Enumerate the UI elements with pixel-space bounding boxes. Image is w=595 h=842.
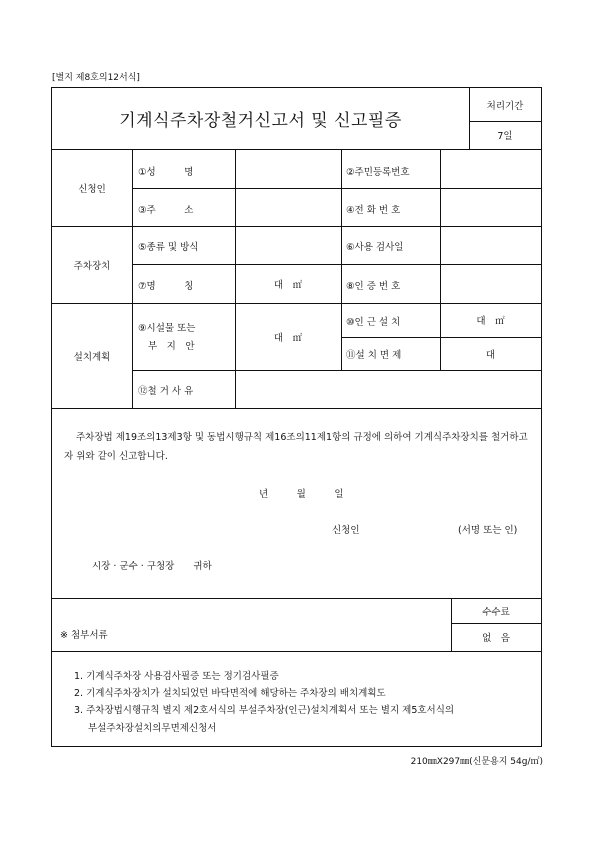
form-reference: [별지 제8호의12서식]: [52, 73, 140, 83]
phone-label: ④전 화 번 호: [346, 205, 401, 216]
name-label: ①성 명: [138, 167, 194, 178]
paper-spec-footnote: 210㎜X297㎜(신문용지 54g/㎡): [410, 757, 543, 767]
removal-reason-label: ⑫철 거 사 유: [138, 386, 194, 397]
attachment-item-1: 1. 기계식주차장 사용검사필증 또는 정기검사필증: [74, 671, 279, 682]
inspection-date-label: ⑥사용 검사일: [346, 242, 404, 253]
form-title: 기계식주차장철거신고서 및 신고필증: [119, 111, 402, 131]
plan-section-label: 설치계획: [73, 351, 111, 363]
attachment-item-3: 3. 주차장법시행규칙 별지 제2호서식의 부설주차장(인근)설치계획서 또는 별지 제5호서식의: [74, 705, 455, 716]
nearby-install-label: ⑩인 근 설 치: [346, 317, 401, 328]
addressee: 시장 · 군수 · 구청장 귀하: [92, 561, 212, 572]
nearby-install-unit: 대 ㎡: [476, 316, 505, 327]
attachments-label: ※ 첨부서류: [60, 630, 108, 641]
fee-label: 수수료: [482, 606, 510, 618]
declaration-body: 주차장법 제19조의13제3항 및 동법시행규칙 제16조의11제1항의 규정에 의하여 기계식주차장치를 철거하고자 위와 같이 신고합니다.: [64, 432, 528, 462]
site-unit: 대 ㎡: [273, 332, 303, 344]
type-method-label: ⑤종류 및 방식: [138, 242, 199, 253]
form-frame: [51, 87, 542, 747]
processing-period-value: 7일: [497, 131, 513, 142]
attachment-item-2: 2. 기계식주차장치가 설치되었던 바닥면적에 해당하는 주차장의 배치계획도: [74, 688, 386, 699]
declaration-date: 년 월 일: [259, 489, 344, 500]
install-exemption-label: ⑪설 치 면 제: [346, 350, 402, 361]
resident-number-label: ②주민등록번호: [346, 167, 410, 178]
device-section-label: 주차장치: [73, 260, 111, 272]
signature-placeholder: (서명 또는 인): [458, 525, 518, 536]
cert-number-label: ⑧인 증 번 호: [346, 281, 401, 292]
fee-value: 없 음: [482, 633, 510, 644]
device-name-unit: 대 ㎡: [273, 279, 303, 291]
applicant-section-label: 신청인: [78, 183, 106, 195]
attachment-item-3-cont: 부설주차장설치의무면제신청서: [88, 723, 217, 734]
processing-period-label: 처리기간: [486, 100, 524, 112]
address-label: ③주 소: [138, 205, 194, 216]
applicant-signature-label: 신청인: [332, 525, 360, 536]
site-label-line2: 부 지 안: [148, 341, 195, 352]
site-label-line1: ⑨시설물 또는: [138, 323, 196, 334]
install-exemption-unit: 대: [485, 349, 496, 361]
device-name-label: ⑦명 칭: [138, 281, 194, 292]
